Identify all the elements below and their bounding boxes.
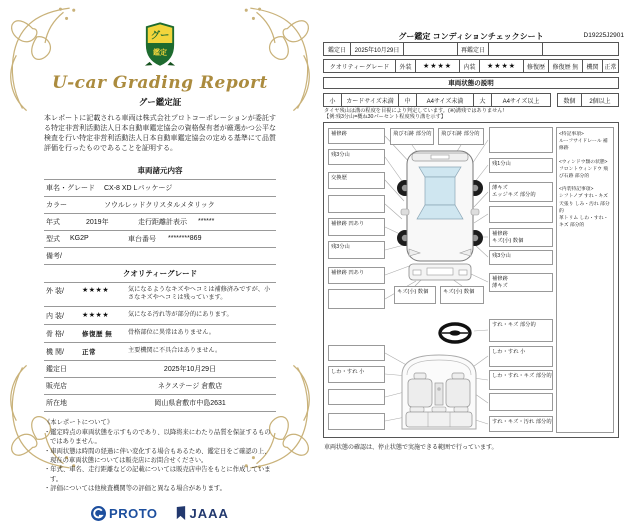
info-dealer-value: ネクステージ 倉敷店 [157, 383, 223, 391]
about-note: ・鑑定時点の車両状態を示すものであり、以降将来にわたり品質を保証するものではありません。 [44, 428, 271, 446]
sheet-footer-note: 車両状態の確認は、停止状態で実施できる範囲で行っています。 [324, 445, 498, 451]
side-mirror-icon [471, 209, 479, 215]
shield-top-text: グー [150, 29, 170, 41]
damage-callout [328, 389, 385, 405]
about-note: ・評価については他検査機関等の評価と異なる場合があります。 [44, 485, 226, 493]
damage-callout: 残3分山 [328, 149, 385, 165]
about-report-notes [44, 418, 276, 494]
info-row-address [44, 394, 276, 412]
spec-odometer-value: ****** [198, 218, 215, 226]
rear-bench-seat [406, 412, 472, 427]
shield-bottom-text: 鑑定 [152, 49, 168, 57]
spec-section-header: 車両諸元内容 [137, 165, 183, 175]
damage-callout: 補修跡 凹あり [328, 218, 385, 236]
grade-frame-label: 骨 格/ [46, 330, 64, 338]
side-mirror-icon [401, 209, 409, 215]
jaaa-icon [174, 506, 187, 521]
info-address-value: 岡山県倉敷市中島2631 [154, 400, 226, 408]
spec-year-label: 年式 [46, 218, 60, 226]
damage-callout: 残1分山 [489, 158, 553, 173]
special-note: ルーフサイドレール 補修跡 [559, 139, 608, 152]
damage-callout: 飛び石跡 部分的 [390, 128, 434, 145]
engine-value: 正常 [604, 64, 617, 71]
exterior-label: 外装 [396, 60, 416, 72]
special-notes-sidebar [556, 127, 614, 433]
about-note: ・年式、車名、走行距離などの記載については販売店申告をもとに作成しています。 [44, 466, 271, 483]
damage-callout: すれ・キズ 部分的 [489, 319, 553, 342]
spec-year-value: 2019年 [86, 218, 109, 226]
damage-callout: 残3分山 [489, 250, 553, 265]
spec-odometer-label: 走行距離計表示 [138, 218, 187, 226]
spec-remarks-label: 備考/ [46, 252, 62, 260]
jaaa-logo [174, 506, 229, 521]
proto-wordmark: PROTO [109, 505, 158, 521]
repair-history-label: 修復歴 [524, 60, 549, 72]
empty-cell [543, 43, 618, 55]
spec-model-label: 型式 [46, 235, 60, 243]
damage-callout [328, 345, 385, 361]
date-value: 2025年10月29日 [351, 43, 404, 55]
front-seat [446, 379, 470, 407]
grade-interior-stars: ★★★★ [82, 311, 110, 319]
jaaa-wordmark: JAAA [189, 505, 229, 521]
grade-engine-desc: 主要機関に不具合はありません。 [128, 346, 222, 354]
spec-row-name [44, 179, 276, 196]
vehicle-state-header: 車両状態の説明 [323, 77, 619, 89]
size-mid-label: 中 [399, 94, 417, 106]
damage-callout: 交換歴 [328, 172, 385, 189]
steering-wheel-icon [437, 321, 473, 345]
quality-grade-label: クオリティーグレード [324, 60, 396, 72]
damage-callout: しわ・すれ 小 [328, 366, 385, 383]
tire-note-line2: 【例:残3分山=概ね30パーセント程度残り溝を示す】 [324, 114, 446, 120]
grade-frame-value: 修復歴 無 [82, 330, 113, 338]
spec-row-remarks [44, 247, 276, 264]
grade-exterior-stars: ★★★★ [82, 287, 110, 295]
size-large-value: A4サイズ以上 [502, 98, 540, 105]
grade-row-interior [44, 306, 276, 324]
exterior-stars: ★★★★ [416, 60, 460, 72]
grade-engine-value: 正常 [82, 348, 96, 356]
damage-callout: 補修跡 [328, 128, 385, 144]
car-interior-view-diagram [396, 349, 482, 433]
damage-callout: キズ(小) 数個 [394, 286, 436, 304]
count-label: 数個 [558, 94, 582, 106]
size-mid-value: A4サイズ未満 [417, 94, 474, 106]
report-subtitle: グー鑑定証 [138, 97, 182, 107]
interior-note: 革トリム しわ・すれ・キズ 部分的 [559, 215, 609, 229]
info-row-date [44, 360, 276, 377]
front-seat [408, 379, 432, 407]
count-legend-table [557, 93, 619, 107]
spec-color-label: カラー [46, 201, 67, 209]
size-small-label: 小 [324, 94, 342, 106]
vehicle-condition-diagram [323, 122, 619, 438]
damage-callout: 飛び石跡 部分的 [438, 128, 484, 145]
spec-row-model [44, 230, 276, 247]
date-label: 鑑定日 [324, 43, 351, 55]
window-state-title: <ウィンドウ類の状態> [559, 159, 608, 165]
spec-vin-value: ********869 [168, 235, 202, 243]
spec-color-value: ソウルレッドクリスタルメタリック [104, 201, 215, 209]
sheet-id: D19225J2901 [583, 32, 624, 39]
damage-callout [489, 206, 553, 223]
tire-note-line1: タイヤ残山は溝の程度を目視により判定しています。(※)溝残ではありません! [324, 108, 504, 114]
spec-row-color [44, 196, 276, 213]
goo-kantei-shield-logo [44, 22, 276, 71]
condition-check-sheet-panel [320, 0, 640, 480]
damage-callout [328, 195, 385, 213]
empty-cell [404, 43, 458, 55]
grade-row-engine [44, 342, 276, 360]
grade-exterior-label: 外 装/ [46, 288, 64, 296]
damage-callout: しわ・すれ 小 [489, 346, 553, 367]
certificate-statement: 本レポートに記載される車両は株式会社プロトコーポレーションが委託する特定非営利活動法人日本自動車鑑定協会の資格保有者が厳選かつ公平な検査を行い特定非営利活動法人日本自動車鑑定協会の定める基準にて品質評価を行ったものであることを証明する。 [44, 115, 276, 153]
damage-callout: 残3分山 [328, 241, 385, 259]
damage-callout: 薄キズ エッジキズ 部分的 [489, 182, 553, 202]
grade-engine-label: 機 関/ [46, 348, 64, 356]
report-title: U-car Grading Report [52, 73, 268, 93]
spec-model-value: KG2P [70, 235, 89, 243]
grade-frame-desc: 骨格部位に異常はありません。 [128, 328, 215, 336]
info-dealer-label: 販売店 [46, 383, 67, 391]
interior-notes-title: <内装特記事項> [559, 187, 594, 193]
info-date-value: 2025年10月29日 [163, 366, 217, 374]
damage-callout: 補修跡 キズ(小) 数個 [489, 228, 553, 247]
damage-callout [489, 393, 553, 411]
damage-callout [328, 413, 385, 430]
grade-exterior-desc: 気になるようなキズやヘコミは補修済みですが、小さなキズやヘコミは残っています。 [128, 286, 271, 302]
damage-callout: しわ・すれ・キズ 部分的 [489, 370, 553, 390]
engine-label: 機関 [583, 60, 603, 72]
reinspection-date-value [489, 43, 543, 55]
repair-history-value: 修復歴 無 [549, 60, 583, 72]
spec-row-year [44, 213, 276, 230]
special-notes-title: <特記事項> [559, 132, 584, 137]
interior-note: シフトノブ すれ・キズ [559, 194, 608, 200]
info-address-label: 所在地 [46, 400, 67, 408]
size-large-label: 大 [474, 94, 492, 106]
about-note: ・車両状態は時間の経過に伴い変化する場合もあるため、鑑定日をご確認の上、現在の車両状態については販売店にお問合せください。 [44, 447, 271, 465]
count-value: 2個以上 [589, 98, 611, 105]
interior-stars: ★★★★ [480, 60, 524, 72]
info-date-label: 鑑定日 [46, 366, 67, 374]
info-row-dealer [44, 377, 276, 394]
reinspection-date-label: 再鑑定日 [458, 43, 489, 55]
grade-interior-label: 内 装/ [46, 312, 64, 320]
car-top-view-diagram [394, 141, 486, 283]
size-small-value: カードサイズ未満 [342, 94, 399, 106]
damage-callout: すれ・キズ・汚れ 部分的 [489, 416, 553, 432]
size-legend-table [323, 93, 551, 107]
grade-row-frame [44, 324, 276, 342]
spec-name-label: 車名・グレード [46, 184, 95, 192]
sheet-title: グー鑑定 コンディションチェックシート [398, 32, 544, 41]
window-state-note: フロントウィンドウ 飛び石跡 部分的 [559, 166, 609, 179]
center-console [435, 383, 443, 405]
damage-callout [328, 289, 385, 309]
grade-section-header: クオリティーグレード [44, 264, 276, 282]
grade-interior-desc: 気になる汚れ等が部分的にあります。 [128, 310, 233, 318]
proto-logo [91, 506, 158, 521]
spec-name-value: CX-8 XD Lパッケージ [104, 184, 173, 192]
damage-callout: キズ(小) 数個 [440, 286, 484, 304]
quality-grade-table [323, 59, 619, 73]
spec-vin-label: 車台番号 [128, 235, 156, 243]
interior-note: 天張り しみ・汚れ 部分的 [559, 201, 610, 214]
interior-label: 内装 [460, 60, 480, 72]
damage-callout [489, 127, 553, 153]
damage-callout: 補修跡 凹あり [328, 267, 385, 284]
inspection-date-table [323, 42, 619, 56]
proto-icon [91, 506, 106, 521]
about-header: 《本レポートについて》 [44, 419, 114, 427]
grade-row-exterior [44, 282, 276, 307]
damage-callout: 補修跡 薄キズ [489, 273, 553, 292]
